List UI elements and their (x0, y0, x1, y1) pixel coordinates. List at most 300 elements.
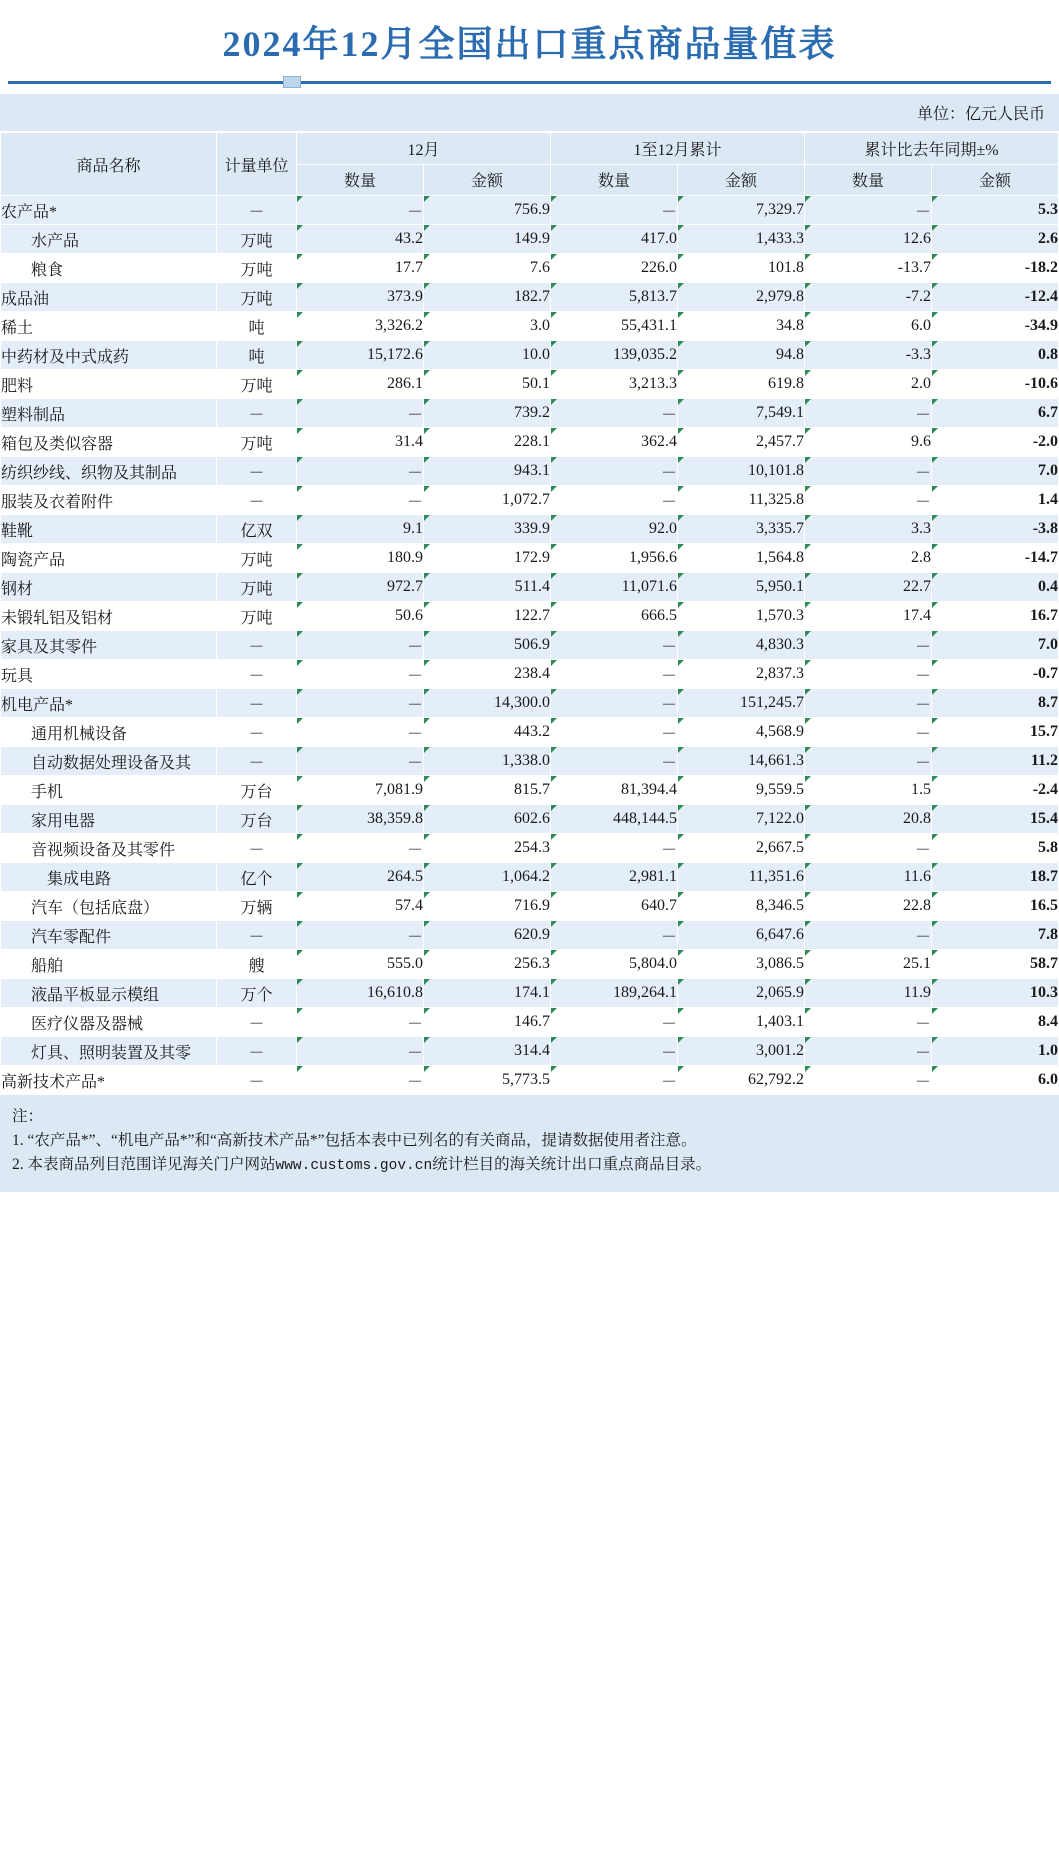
unit-note: 单位：亿元人民币 (0, 94, 1059, 132)
cell-yoy-value: 7.0 (932, 631, 1059, 660)
table-row (1, 834, 1059, 863)
cell-month-qty: － (297, 718, 424, 747)
cell-yoy-value: 16.7 (932, 602, 1059, 631)
cell-commodity-name: 高新技术产品* (1, 1066, 217, 1095)
cell-yoy-qty: -3.3 (805, 341, 932, 370)
cell-month-qty: 15,172.6 (297, 341, 424, 370)
cell-month-value: 149.9 (424, 225, 551, 254)
cell-cum-value: 2,667.5 (678, 834, 805, 863)
cell-cum-value: 3,001.2 (678, 1037, 805, 1066)
cell-unit: － (217, 834, 297, 863)
cell-commodity-name: 汽车（包括底盘） (1, 892, 217, 921)
cell-cum-value: 6,647.6 (678, 921, 805, 950)
cell-cum-value: 11,351.6 (678, 863, 805, 892)
cell-month-value: 5,773.5 (424, 1066, 551, 1095)
cell-cum-qty: － (551, 1008, 678, 1037)
note-line-2 (12, 1153, 1047, 1177)
cell-yoy-value: 6.0 (932, 1066, 1059, 1095)
cell-month-qty: 17.7 (297, 254, 424, 283)
cell-unit: 万台 (217, 776, 297, 805)
cell-cum-value: 1,570.3 (678, 602, 805, 631)
cell-yoy-value: 15.4 (932, 805, 1059, 834)
cell-unit: － (217, 921, 297, 950)
cell-commodity-name: 陶瓷产品 (1, 544, 217, 573)
cell-month-value: 146.7 (424, 1008, 551, 1037)
cell-yoy-qty: － (805, 196, 932, 225)
page-title: 2024年12月全国出口重点商品量值表 (0, 0, 1059, 81)
cell-month-qty: 555.0 (297, 950, 424, 979)
cell-cum-value: 4,568.9 (678, 718, 805, 747)
cell-month-qty: 57.4 (297, 892, 424, 921)
cell-cum-value: 62,792.2 (678, 1066, 805, 1095)
cell-yoy-qty: 1.5 (805, 776, 932, 805)
cell-commodity-name: 稀土 (1, 312, 217, 341)
table-row (1, 950, 1059, 979)
cell-yoy-value: 6.7 (932, 399, 1059, 428)
cell-yoy-value: -12.4 (932, 283, 1059, 312)
cell-yoy-value: -2.0 (932, 428, 1059, 457)
cell-cum-qty: － (551, 718, 678, 747)
table-row (1, 457, 1059, 486)
cell-cum-value: 7,549.1 (678, 399, 805, 428)
table-row (1, 718, 1059, 747)
cell-month-value: 174.1 (424, 979, 551, 1008)
cell-cum-value: 8,346.5 (678, 892, 805, 921)
cell-cum-value: 1,403.1 (678, 1008, 805, 1037)
cell-yoy-qty: 3.3 (805, 515, 932, 544)
cell-cum-qty: － (551, 1037, 678, 1066)
cell-month-value: 1,064.2 (424, 863, 551, 892)
cell-cum-value: 2,065.9 (678, 979, 805, 1008)
cell-cum-qty: 81,394.4 (551, 776, 678, 805)
cell-cum-qty: － (551, 457, 678, 486)
cell-yoy-value: 15.7 (932, 718, 1059, 747)
cell-yoy-qty: － (805, 747, 932, 776)
cell-cum-qty: 3,213.3 (551, 370, 678, 399)
cell-cum-qty: 666.5 (551, 602, 678, 631)
cell-unit: 万吨 (217, 573, 297, 602)
cell-unit: 万吨 (217, 254, 297, 283)
cell-commodity-name: 音视频设备及其零件 (1, 834, 217, 863)
table-row (1, 747, 1059, 776)
cell-unit: － (217, 631, 297, 660)
cell-yoy-value: 10.3 (932, 979, 1059, 1008)
cell-unit: － (217, 196, 297, 225)
cell-yoy-value: -14.7 (932, 544, 1059, 573)
cell-month-qty: － (297, 1037, 424, 1066)
cell-yoy-value: 58.7 (932, 950, 1059, 979)
table-row (1, 602, 1059, 631)
cell-month-qty: 373.9 (297, 283, 424, 312)
cell-month-qty: － (297, 457, 424, 486)
cell-month-value: 815.7 (424, 776, 551, 805)
col-header-cum-val: 金额 (678, 164, 805, 196)
cell-yoy-qty: － (805, 718, 932, 747)
cell-commodity-name: 农产品* (1, 196, 217, 225)
cell-yoy-value: 0.4 (932, 573, 1059, 602)
cell-cum-qty: 11,071.6 (551, 573, 678, 602)
note-1-period: 。 (681, 1132, 697, 1150)
cell-unit: － (217, 660, 297, 689)
cell-yoy-qty: 9.6 (805, 428, 932, 457)
cell-month-qty: － (297, 1066, 424, 1095)
cell-commodity-name: 钢材 (1, 573, 217, 602)
data-table (0, 132, 1059, 1095)
cell-cum-value: 9,559.5 (678, 776, 805, 805)
cell-commodity-name: 中药材及中式成药 (1, 341, 217, 370)
cell-yoy-value: 1.4 (932, 486, 1059, 515)
cell-month-value: 602.6 (424, 805, 551, 834)
cell-yoy-qty: － (805, 1008, 932, 1037)
cell-commodity-name: 肥料 (1, 370, 217, 399)
table-row (1, 1066, 1059, 1095)
cell-commodity-name: 手机 (1, 776, 217, 805)
cell-unit: 亿个 (217, 863, 297, 892)
cell-yoy-qty: -13.7 (805, 254, 932, 283)
table-row (1, 1037, 1059, 1066)
cell-yoy-qty: 25.1 (805, 950, 932, 979)
col-group-cumulative: 1至12月累计 (551, 133, 805, 165)
table-row (1, 1008, 1059, 1037)
cell-yoy-qty: － (805, 834, 932, 863)
cell-month-qty: 50.6 (297, 602, 424, 631)
cell-month-value: 756.9 (424, 196, 551, 225)
cell-cum-qty: － (551, 631, 678, 660)
cell-month-qty: 180.9 (297, 544, 424, 573)
cell-cum-value: 619.8 (678, 370, 805, 399)
cell-cum-qty: 55,431.1 (551, 312, 678, 341)
cell-cum-value: 3,086.5 (678, 950, 805, 979)
table-row (1, 573, 1059, 602)
cell-commodity-name: 粮食 (1, 254, 217, 283)
table-header (1, 133, 1059, 196)
cell-month-qty: 972.7 (297, 573, 424, 602)
cell-commodity-name: 通用机械设备 (1, 718, 217, 747)
cell-unit: － (217, 718, 297, 747)
cell-unit: 万吨 (217, 370, 297, 399)
cell-yoy-qty: 6.0 (805, 312, 932, 341)
cell-month-value: 511.4 (424, 573, 551, 602)
cell-cum-value: 7,122.0 (678, 805, 805, 834)
cell-month-value: 739.2 (424, 399, 551, 428)
cell-yoy-qty: 11.9 (805, 979, 932, 1008)
cell-month-value: 7.6 (424, 254, 551, 283)
cell-cum-qty: 362.4 (551, 428, 678, 457)
table-row (1, 515, 1059, 544)
cell-unit: 艘 (217, 950, 297, 979)
table-row (1, 428, 1059, 457)
cell-yoy-value: 18.7 (932, 863, 1059, 892)
table-row (1, 225, 1059, 254)
cell-month-qty: － (297, 631, 424, 660)
cell-yoy-qty: 22.7 (805, 573, 932, 602)
col-group-month: 12月 (297, 133, 551, 165)
cell-unit: 万吨 (217, 428, 297, 457)
cell-month-qty: 31.4 (297, 428, 424, 457)
table-row (1, 805, 1059, 834)
cell-cum-value: 1,564.8 (678, 544, 805, 573)
cell-commodity-name: 玩具 (1, 660, 217, 689)
cell-month-qty: － (297, 660, 424, 689)
cell-unit: 吨 (217, 312, 297, 341)
cell-month-value: 256.3 (424, 950, 551, 979)
cell-month-qty: 7,081.9 (297, 776, 424, 805)
cell-commodity-name: 塑料制品 (1, 399, 217, 428)
col-header-yoy-qty: 数量 (805, 164, 932, 196)
col-header-unit: 计量单位 (217, 133, 297, 196)
cell-yoy-value: 2.6 (932, 225, 1059, 254)
table-row (1, 283, 1059, 312)
table-row (1, 312, 1059, 341)
cell-month-value: 10.0 (424, 341, 551, 370)
cell-month-qty: － (297, 486, 424, 515)
cell-unit: 万吨 (217, 225, 297, 254)
cell-unit: 万个 (217, 979, 297, 1008)
table-row (1, 979, 1059, 1008)
cell-commodity-name: 未锻轧铝及铝材 (1, 602, 217, 631)
cell-unit: － (217, 689, 297, 718)
cell-yoy-qty: － (805, 921, 932, 950)
cell-cum-value: 1,433.3 (678, 225, 805, 254)
table-row (1, 776, 1059, 805)
note-2-prefix: 2. 本表商品列目范围详见海关门户网站 (12, 1156, 276, 1174)
cell-yoy-qty: － (805, 486, 932, 515)
cell-cum-qty: 448,144.5 (551, 805, 678, 834)
cell-commodity-name: 液晶平板显示模组 (1, 979, 217, 1008)
cell-cum-value: 94.8 (678, 341, 805, 370)
cell-unit: － (217, 1066, 297, 1095)
cell-month-value: 228.1 (424, 428, 551, 457)
cell-cum-qty: 1,956.6 (551, 544, 678, 573)
cell-cum-value: 34.8 (678, 312, 805, 341)
cell-month-value: 3.0 (424, 312, 551, 341)
cell-yoy-value: 1.0 (932, 1037, 1059, 1066)
cell-yoy-value: 7.8 (932, 921, 1059, 950)
cell-cum-qty: 226.0 (551, 254, 678, 283)
cell-cum-qty: 640.7 (551, 892, 678, 921)
cell-commodity-name: 集成电路 (1, 863, 217, 892)
table-row (1, 544, 1059, 573)
cell-commodity-name: 水产品 (1, 225, 217, 254)
cell-cum-qty: 5,804.0 (551, 950, 678, 979)
cell-unit: － (217, 1008, 297, 1037)
col-header-month-qty: 数量 (297, 164, 424, 196)
cell-month-value: 50.1 (424, 370, 551, 399)
cell-cum-qty: 139,035.2 (551, 341, 678, 370)
cell-cum-qty: － (551, 660, 678, 689)
cell-yoy-qty: － (805, 631, 932, 660)
cell-month-value: 1,338.0 (424, 747, 551, 776)
cell-month-value: 172.9 (424, 544, 551, 573)
table-row (1, 689, 1059, 718)
cell-commodity-name: 服装及衣着附件 (1, 486, 217, 515)
cell-yoy-value: -10.6 (932, 370, 1059, 399)
cell-unit: 万台 (217, 805, 297, 834)
cell-commodity-name: 汽车零配件 (1, 921, 217, 950)
cell-cum-value: 4,830.3 (678, 631, 805, 660)
cell-yoy-value: 11.2 (932, 747, 1059, 776)
cell-cum-qty: － (551, 921, 678, 950)
cell-cum-value: 2,837.3 (678, 660, 805, 689)
cell-month-value: 1,072.7 (424, 486, 551, 515)
cell-cum-value: 5,950.1 (678, 573, 805, 602)
cell-yoy-value: 0.8 (932, 341, 1059, 370)
table-row (1, 486, 1059, 515)
customs-website-url[interactable]: www.customs.gov.cn (275, 1158, 433, 1175)
cell-commodity-name: 家具及其零件 (1, 631, 217, 660)
cell-month-value: 314.4 (424, 1037, 551, 1066)
cell-yoy-qty: － (805, 689, 932, 718)
cell-month-value: 122.7 (424, 602, 551, 631)
cell-yoy-value: 8.4 (932, 1008, 1059, 1037)
cell-cum-value: 151,245.7 (678, 689, 805, 718)
cell-yoy-qty: － (805, 399, 932, 428)
cell-commodity-name: 家用电器 (1, 805, 217, 834)
table-body (1, 196, 1059, 1095)
cell-cum-qty: 189,264.1 (551, 979, 678, 1008)
cell-cum-value: 2,979.8 (678, 283, 805, 312)
cell-yoy-qty: － (805, 457, 932, 486)
cell-month-value: 254.3 (424, 834, 551, 863)
cell-commodity-name: 机电产品* (1, 689, 217, 718)
table-row (1, 921, 1059, 950)
sheet-tab-handle[interactable] (0, 84, 1059, 94)
cell-cum-qty: 417.0 (551, 225, 678, 254)
cell-yoy-value: -2.4 (932, 776, 1059, 805)
cell-month-value: 238.4 (424, 660, 551, 689)
cell-month-qty: － (297, 1008, 424, 1037)
cell-cum-qty: 92.0 (551, 515, 678, 544)
cell-cum-qty: 2,981.1 (551, 863, 678, 892)
cell-month-qty: － (297, 196, 424, 225)
cell-month-value: 620.9 (424, 921, 551, 950)
cell-unit: 万吨 (217, 602, 297, 631)
cell-commodity-name: 纺织纱线、织物及其制品 (1, 457, 217, 486)
note-1-text: 1. “农产品*”、“机电产品*”和“高新技术产品*”包括本表中已列名的有关商品，提请数据使用者注意 (12, 1132, 682, 1150)
cell-yoy-qty: － (805, 660, 932, 689)
cell-yoy-qty: -7.2 (805, 283, 932, 312)
cell-yoy-value: 7.0 (932, 457, 1059, 486)
cell-unit: 万吨 (217, 544, 297, 573)
cell-month-value: 716.9 (424, 892, 551, 921)
cell-cum-value: 10,101.8 (678, 457, 805, 486)
table-row (1, 341, 1059, 370)
cell-cum-value: 2,457.7 (678, 428, 805, 457)
cell-yoy-qty: － (805, 1066, 932, 1095)
cell-yoy-value: -3.8 (932, 515, 1059, 544)
cell-month-qty: 9.1 (297, 515, 424, 544)
cell-month-qty: 286.1 (297, 370, 424, 399)
cell-month-qty: 16,610.8 (297, 979, 424, 1008)
cell-yoy-value: -18.2 (932, 254, 1059, 283)
cell-month-qty: － (297, 689, 424, 718)
cell-unit: － (217, 457, 297, 486)
cell-yoy-qty: 2.0 (805, 370, 932, 399)
cell-cum-qty: 5,813.7 (551, 283, 678, 312)
notes-heading: 注： (12, 1108, 44, 1125)
cell-month-qty: 264.5 (297, 863, 424, 892)
cell-cum-qty: － (551, 486, 678, 515)
note-2-suffix: 统计栏目的海关统计出口重点商品目录。 (432, 1156, 712, 1174)
cell-cum-value: 7,329.7 (678, 196, 805, 225)
cell-yoy-qty: 22.8 (805, 892, 932, 921)
cell-cum-qty: － (551, 834, 678, 863)
cell-yoy-qty: 12.6 (805, 225, 932, 254)
cell-cum-qty: － (551, 399, 678, 428)
cell-cum-value: 101.8 (678, 254, 805, 283)
cell-yoy-value: 5.8 (932, 834, 1059, 863)
cell-commodity-name: 船舶 (1, 950, 217, 979)
table-row (1, 892, 1059, 921)
note-line-1 (12, 1129, 1047, 1153)
cell-unit: 吨 (217, 341, 297, 370)
cell-month-value: 943.1 (424, 457, 551, 486)
cell-yoy-qty: 20.8 (805, 805, 932, 834)
cell-commodity-name: 灯具、照明装置及其零 (1, 1037, 217, 1066)
cell-commodity-name: 鞋靴 (1, 515, 217, 544)
cell-yoy-value: 16.5 (932, 892, 1059, 921)
cell-yoy-qty: － (805, 1037, 932, 1066)
cell-yoy-value: 8.7 (932, 689, 1059, 718)
table-row (1, 196, 1059, 225)
cell-cum-value: 14,661.3 (678, 747, 805, 776)
cell-yoy-qty: 17.4 (805, 602, 932, 631)
cell-unit: － (217, 486, 297, 515)
cell-cum-qty: － (551, 689, 678, 718)
cell-cum-qty: － (551, 1066, 678, 1095)
table-row (1, 254, 1059, 283)
cell-unit: 万辆 (217, 892, 297, 921)
cell-cum-value: 11,325.8 (678, 486, 805, 515)
cell-cum-qty: － (551, 196, 678, 225)
cell-month-qty: － (297, 834, 424, 863)
table-notes (0, 1095, 1059, 1192)
cell-yoy-value: -34.9 (932, 312, 1059, 341)
cell-month-qty: 43.2 (297, 225, 424, 254)
cell-month-value: 443.2 (424, 718, 551, 747)
col-header-cum-qty: 数量 (551, 164, 678, 196)
table-row (1, 399, 1059, 428)
table-row (1, 863, 1059, 892)
table-row (1, 631, 1059, 660)
cell-unit: － (217, 1037, 297, 1066)
cell-cum-value: 3,335.7 (678, 515, 805, 544)
cell-cum-qty: － (551, 747, 678, 776)
col-group-yoy: 累计比去年同期±% (805, 133, 1059, 165)
cell-yoy-qty: 11.6 (805, 863, 932, 892)
cell-commodity-name: 医疗仪器及器械 (1, 1008, 217, 1037)
cell-unit: － (217, 399, 297, 428)
cell-month-qty: － (297, 399, 424, 428)
cell-yoy-value: 5.3 (932, 196, 1059, 225)
cell-unit: 万吨 (217, 283, 297, 312)
table-row (1, 660, 1059, 689)
cell-month-qty: － (297, 747, 424, 776)
col-header-yoy-val: 金额 (932, 164, 1059, 196)
cell-unit: － (217, 747, 297, 776)
cell-commodity-name: 箱包及类似容器 (1, 428, 217, 457)
cell-yoy-value: -0.7 (932, 660, 1059, 689)
cell-month-value: 14,300.0 (424, 689, 551, 718)
col-header-name: 商品名称 (1, 133, 217, 196)
cell-month-value: 339.9 (424, 515, 551, 544)
cell-commodity-name: 成品油 (1, 283, 217, 312)
cell-month-value: 506.9 (424, 631, 551, 660)
cell-month-qty: 38,359.8 (297, 805, 424, 834)
cell-yoy-qty: 2.8 (805, 544, 932, 573)
cell-month-qty: － (297, 921, 424, 950)
cell-month-value: 182.7 (424, 283, 551, 312)
